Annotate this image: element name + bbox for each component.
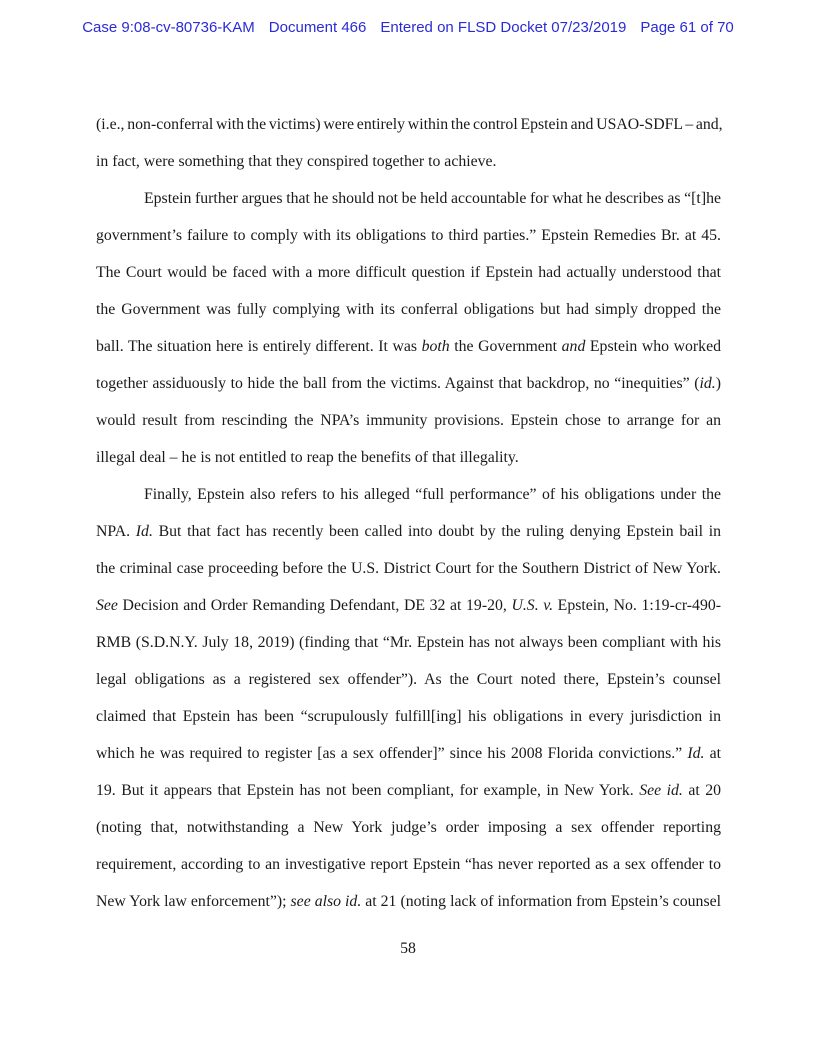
text-run: But that fact has recently been called into doubt by the ruling denying Epstein bail in <box>152 523 721 540</box>
header-docket-entry: Entered on FLSD Docket 07/23/2019 <box>380 19 627 36</box>
text-run: (noting that, notwithstanding a New York judge’s order imposing a sex offender reporting <box>96 819 721 836</box>
text-line <box>96 291 721 328</box>
text-run: Epstein, No. 1:19-cr-490- <box>553 597 721 614</box>
italic-run: see also id. <box>290 893 362 910</box>
header-document-number: Document 466 <box>268 19 367 36</box>
text-line <box>96 217 721 254</box>
text-line <box>96 513 721 550</box>
text-line <box>96 698 721 735</box>
text-run: Epstein who worked <box>585 338 721 355</box>
text-run: ) <box>715 375 721 392</box>
text-run: ball. The situation here is entirely different. It was <box>96 338 422 355</box>
text-run: at <box>704 745 721 762</box>
text-line <box>96 476 721 513</box>
header-case-number: Case 9:08-cv-80736-KAM <box>82 19 255 36</box>
text-line <box>96 254 721 291</box>
italic-run: U.S. v. <box>511 597 554 614</box>
text-line <box>96 180 721 217</box>
text-run: NPA. <box>96 523 136 540</box>
text-run: the Government was fully complying with its conferral obligations but had simply dropped the <box>96 301 721 318</box>
text-line <box>96 883 721 920</box>
text-run: Decision and Order Remanding Defendant, DE 32 at 19-20, <box>117 597 512 614</box>
text-run: New York law enforcement”); <box>96 893 291 910</box>
text-run: Epstein further argues that he should not be held accountable for what he describes as “[t]he <box>144 190 721 207</box>
text-run: requirement, according to an investigative report Epstein “has never reported as a sex offender to <box>96 856 721 873</box>
text-run: 19. But it appears that Epstein has not been compliant, for example, in New York. <box>96 782 640 799</box>
text-run: RMB (S.D.N.Y. July 18, 2019) (finding that “Mr. Epstein has not always been compliant with his <box>96 634 721 651</box>
text-run: together assiduously to hide the ball from the victims. Against that backdrop, no “inequities” ( <box>96 375 700 392</box>
text-line <box>96 439 721 476</box>
text-run: would result from rescinding the NPA’s immunity provisions. Epstein chose to arrange for an <box>96 412 721 429</box>
text-line <box>96 809 721 846</box>
text-run: at 20 <box>682 782 721 799</box>
text-line <box>96 143 721 180</box>
text-run: at 21 (noting lack of information from Epstein’s counsel <box>361 893 721 910</box>
text-line <box>96 772 721 809</box>
text-run: legal obligations as a registered sex offender”). As the Court noted there, Epstein’s counsel <box>96 671 721 688</box>
text-line <box>96 846 721 883</box>
italic-run: See <box>96 597 118 614</box>
text-line <box>96 587 721 624</box>
text-line <box>96 661 721 698</box>
page-number: 58 <box>400 940 416 957</box>
ecf-stamp-header <box>0 19 816 36</box>
text-run: in fact, were something that they conspired together to achieve. <box>96 153 497 170</box>
italic-run: Id. <box>135 523 153 540</box>
text-run: which he was required to register [as a sex offender]” since his 2008 Florida convictions.” <box>96 745 688 762</box>
text-run: (i.e., non-conferral with the victims) were entirely within the control Epstein and USAO-SDFL – and, <box>96 116 723 133</box>
text-line <box>96 735 721 772</box>
text-line <box>96 106 721 143</box>
italic-run: See id. <box>639 782 683 799</box>
text-line <box>96 402 721 439</box>
text-line <box>96 365 721 402</box>
text-run: government’s failure to comply with its obligations to third parties.” Epstein Remedies Br. at 45. <box>96 227 721 244</box>
text-run: the criminal case proceeding before the U.S. District Court for the Southern District of New York. <box>96 560 721 577</box>
italic-run: id. <box>699 375 716 392</box>
text-line <box>96 328 721 365</box>
text-run: Finally, Epstein also refers to his alleged “full performance” of his obligations under the <box>144 486 721 503</box>
italic-run: both <box>421 338 450 355</box>
document-body <box>96 106 721 920</box>
header-page-count: Page 61 of 70 <box>640 19 734 36</box>
text-line <box>96 624 721 661</box>
text-run: claimed that Epstein has been “scrupulously fulfill[ing] his obligations in every jurisdiction in <box>96 708 721 725</box>
text-run: The Court would be faced with a more difficult question if Epstein had actually understood that <box>96 264 721 281</box>
text-line <box>96 550 721 587</box>
text-run: illegal deal – he is not entitled to reap the benefits of that illegality. <box>96 449 519 466</box>
italic-run: Id. <box>687 745 705 762</box>
italic-run: and <box>561 338 586 355</box>
text-run: the Government <box>449 338 562 355</box>
